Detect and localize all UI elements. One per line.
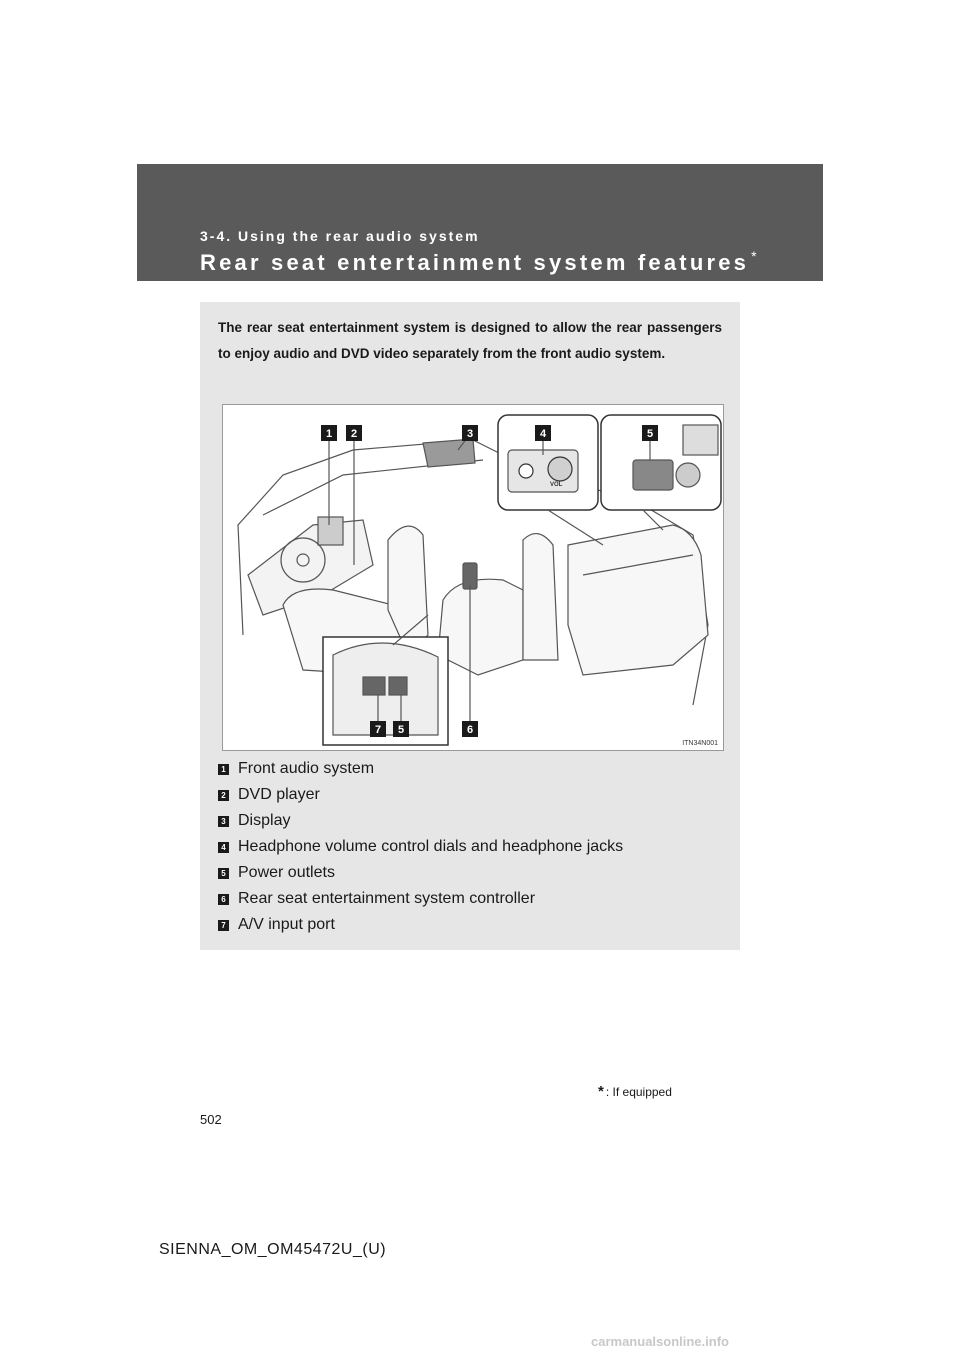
legend-list bbox=[218, 756, 623, 938]
page-number: 502 bbox=[200, 1112, 222, 1127]
legend-label: Power outlets bbox=[238, 864, 335, 881]
callout-6-text: 6 bbox=[466, 724, 474, 736]
legend-item bbox=[218, 782, 623, 808]
page-title bbox=[200, 248, 757, 276]
callout-1-text: 1 bbox=[325, 428, 333, 440]
figure-code: ITN34N001 bbox=[682, 740, 718, 747]
legend-item bbox=[218, 808, 623, 834]
callout-2-text: 2 bbox=[350, 428, 358, 440]
middle-seat-back bbox=[523, 534, 558, 660]
footnote-text: : If equipped bbox=[605, 1085, 672, 1099]
console-power-outlet bbox=[389, 677, 407, 695]
legend-badge-2: 2 bbox=[218, 790, 229, 801]
interior-illustration bbox=[222, 404, 724, 751]
callout-4-text: 4 bbox=[539, 428, 547, 440]
legend-label: Headphone volume control dials and headphone jacks bbox=[238, 838, 624, 855]
cup-holder bbox=[676, 463, 700, 487]
callout-7-text: 7 bbox=[374, 724, 382, 736]
legend-badge-7: 7 bbox=[218, 920, 229, 931]
vehicle-interior-drawing bbox=[223, 405, 723, 750]
legend-item bbox=[218, 860, 623, 886]
legend-label: Front audio system bbox=[238, 760, 375, 777]
legend-badge-5: 5 bbox=[218, 868, 229, 879]
legend-badge-4: 4 bbox=[218, 842, 229, 853]
headphone-jack-icon bbox=[519, 464, 533, 478]
middle-seat-left bbox=[438, 579, 523, 675]
legend-item bbox=[218, 886, 623, 912]
page-title-text: Rear seat entertainment system features bbox=[200, 250, 750, 275]
section-label: 3-4. Using the rear audio system bbox=[200, 228, 480, 244]
vol-label: VOL bbox=[550, 482, 563, 488]
callout-5-text: 5 bbox=[646, 428, 654, 440]
legend-label: A/V input port bbox=[238, 916, 335, 933]
pointer-line bbox=[548, 510, 603, 545]
legend-label: DVD player bbox=[238, 786, 320, 803]
legend-label: Display bbox=[238, 812, 291, 829]
front-audio-screen bbox=[318, 517, 343, 545]
intro-paragraph: The rear seat entertainment system is designed to allow the rear passengers to enjoy audio and DVD video separately from the front audio system. bbox=[218, 320, 722, 361]
overhead-display bbox=[423, 439, 475, 467]
callout-3-text: 3 bbox=[466, 428, 474, 440]
legend-item bbox=[218, 912, 623, 938]
watermark: carmanualsonline.info bbox=[591, 1334, 729, 1349]
asterisk-mark: * bbox=[751, 248, 757, 264]
av-input-port bbox=[363, 677, 385, 695]
third-row-bench bbox=[568, 525, 708, 675]
legend-label: Rear seat entertainment system controller bbox=[238, 890, 536, 907]
legend-badge-1: 1 bbox=[218, 764, 229, 775]
speaker-grille bbox=[683, 425, 718, 455]
legend-badge-6: 6 bbox=[218, 894, 229, 905]
roof-line bbox=[263, 460, 483, 515]
legend-item bbox=[218, 756, 623, 782]
legend-item bbox=[218, 834, 623, 860]
footnote-asterisk: * bbox=[598, 1083, 604, 1100]
pointer-line bbox=[643, 510, 663, 530]
rear-power-outlet bbox=[633, 460, 673, 490]
callout-5b-text: 5 bbox=[397, 724, 405, 736]
document-id: SIENNA_OM_OM45472U_(U) bbox=[159, 1241, 387, 1258]
footnote bbox=[598, 1083, 672, 1100]
legend-badge-3: 3 bbox=[218, 816, 229, 827]
volume-dial-icon bbox=[548, 457, 572, 481]
